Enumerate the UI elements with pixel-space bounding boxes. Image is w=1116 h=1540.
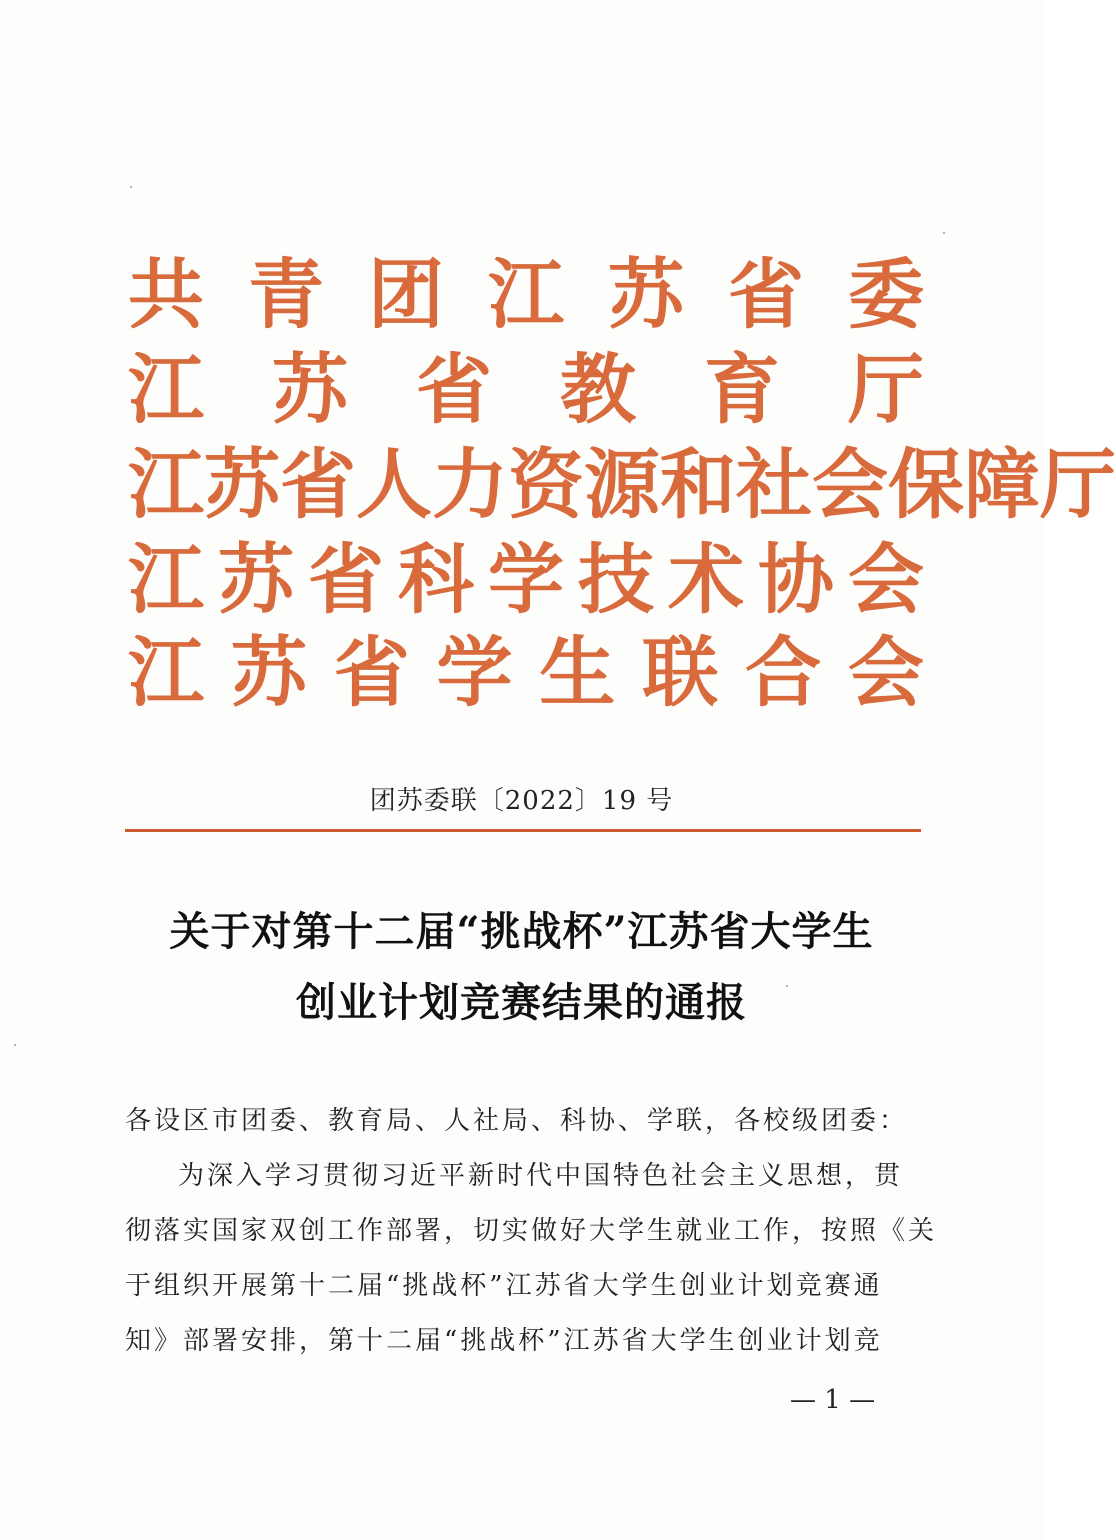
scan-speck [130,186,132,188]
issuer-char: 委 [848,250,924,339]
page-number: — 1 — [790,1385,876,1415]
issuer-char: 省 [416,345,492,434]
salutation: 各设区市团委、教育局、人社局、科协、学联，各校级团委： [125,1106,909,1136]
issuer-char: 科 [398,535,474,624]
issuer-char: 和 [660,440,736,529]
issuer-char: 省 [308,535,384,624]
body-line: 知》部署安排，第十二届“挑战杯”江苏省大学生创业计划竞 [125,1326,883,1356]
issuer-char: 联 [642,628,719,717]
issuer-char: 生 [539,628,616,717]
issuer-char: 苏 [218,535,294,624]
issuer-line-5 [128,628,924,718]
title-line-1: 关于对第十二届“挑战杯”江苏省大学生 [169,908,874,955]
issuer-char: 会 [847,628,924,717]
issuer-char: 源 [584,440,660,529]
title-line-2: 创业计划竞赛结果的通报 [296,979,747,1026]
body-line: 为深入学习贯彻习近平新时代中国特色社会主义思想，贯 [178,1161,904,1191]
issuer-char: 技 [578,535,654,624]
issuer-char: 障 [964,440,1040,529]
issuer-line-1 [128,250,924,340]
issuer-char: 会 [848,535,924,624]
issuer-char: 合 [745,628,822,717]
issuer-char: 学 [436,628,513,717]
issuer-char: 力 [432,440,508,529]
issuer-char: 社 [736,440,812,529]
issuer-char: 会 [812,440,888,529]
issuer-char: 江 [128,345,204,434]
issuer-char: 团 [368,250,444,339]
body-line: 彻落实国家双创工作部署，切实做好大学生就业工作，按照《关 [125,1216,938,1246]
issuer-char: 苏 [204,440,280,529]
document-number: 团苏委联〔2022〕19 号 [369,786,674,816]
issuer-char: 江 [128,440,204,529]
issuer-char: 资 [508,440,584,529]
scan-speck [943,232,945,234]
issuer-char: 教 [560,345,636,434]
issuer-line-4 [128,535,924,625]
body-line: 于组织开展第十二届“挑战杯”江苏省大学生创业计划竞赛通 [125,1271,883,1301]
issuer-line-2 [128,345,924,435]
issuer-char: 人 [356,440,432,529]
issuer-char: 协 [758,535,834,624]
issuer-char: 共 [128,250,204,339]
issuer-char: 育 [704,345,780,434]
issuer-char: 术 [668,535,744,624]
issuer-char: 省 [728,250,804,339]
issuer-char: 江 [128,628,204,717]
issuer-char: 江 [128,535,204,624]
issuer-char: 苏 [230,628,307,717]
issuer-char: 青 [248,250,324,339]
issuer-char: 苏 [272,345,348,434]
issuer-char: 厅 [848,345,924,434]
issuer-char: 苏 [608,250,684,339]
issuer-char: 省 [333,628,410,717]
scan-speck [786,985,788,987]
issuer-char: 保 [888,440,964,529]
issuer-line-3 [128,440,1116,530]
red-divider [125,829,921,832]
issuer-char: 江 [488,250,564,339]
scan-speck [14,1044,16,1046]
issuer-char: 省 [280,440,356,529]
issuer-char: 学 [488,535,564,624]
issuer-char: 厅 [1040,440,1116,529]
